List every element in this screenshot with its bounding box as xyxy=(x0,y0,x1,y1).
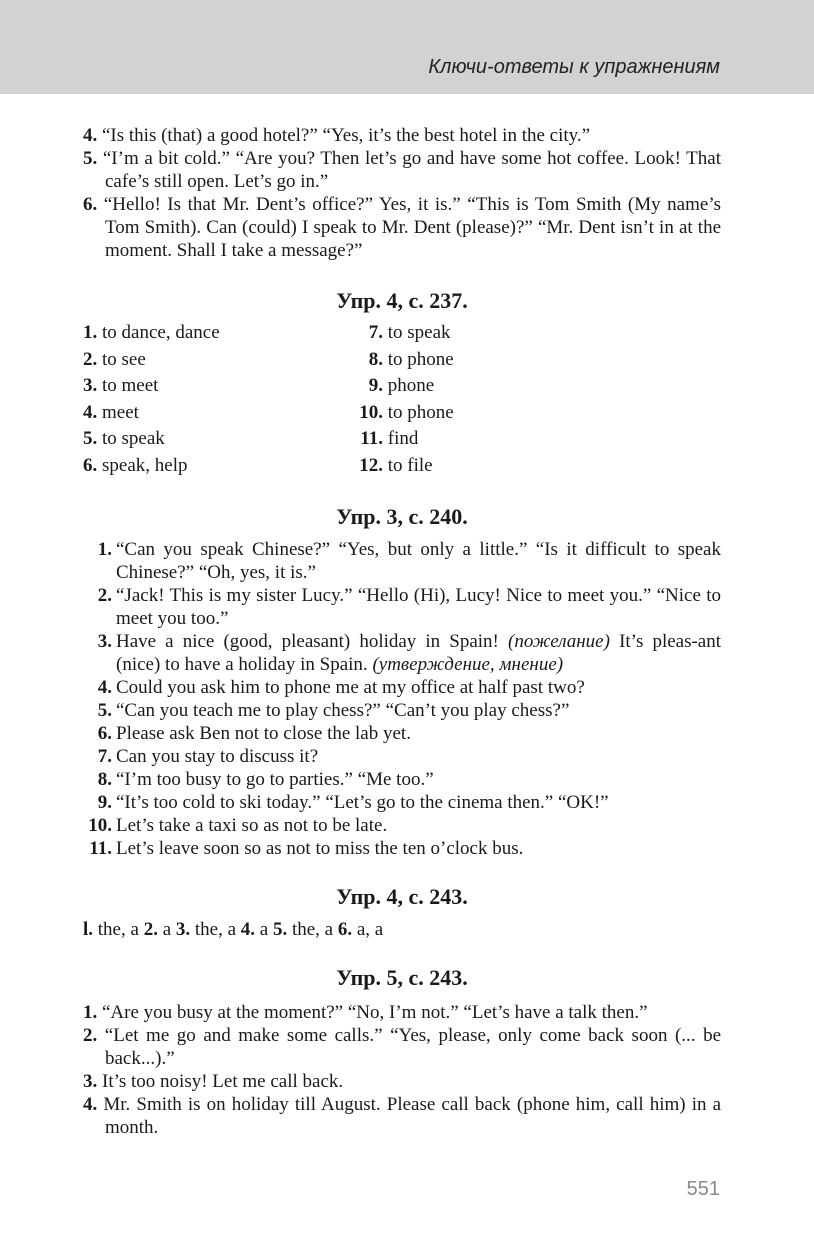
section-heading: Упр. 4, с. 237. xyxy=(336,288,468,313)
top-block xyxy=(83,124,721,262)
page-content xyxy=(83,124,721,1139)
page-header xyxy=(0,0,814,94)
list-item: 5. “I’m a bit cold.” “Are you? Then let’s go and have some hot coffee. Look! That cafe’s still open. Let’s go in.” xyxy=(83,148,721,192)
list-item: 2. “Let me go and make some calls.” “Yes, please, only come back soon (... be back...).” xyxy=(83,1024,721,1069)
list-item: 2. to see xyxy=(83,348,146,370)
list-item: 10. Let’s take a taxi so as not to be late. xyxy=(88,814,388,836)
list-item: 1. “Are you busy at the moment?” “No, I’m not.” “Let’s have a talk then.” xyxy=(83,1001,648,1023)
section-heading: Упр. 5, с. 243. xyxy=(336,964,468,990)
list-item: 6. speak, help xyxy=(83,454,188,476)
section-heading: Упр. 4, с. 243. xyxy=(336,883,468,909)
list-item: 1. “Can you speak Chinese?” “Yes, but only a little.” “Is it difficult to speak Chinese?” “Oh, yes, it is.” xyxy=(97,538,721,583)
list-item: 12. to file xyxy=(359,454,433,476)
list-item: 7. to speak xyxy=(368,322,451,343)
list-item: 3. to meet xyxy=(83,375,159,397)
list-item: 5. “Can you teach me to play chess?” “Can’t you play chess?” xyxy=(97,699,570,721)
list-item: 11. Let’s leave soon so as not to miss the ten o’clock bus. xyxy=(89,837,524,859)
answer-list xyxy=(83,1001,721,1139)
list-item: 9. “It’s too cold to ski today.” “Let’s go to the cinema then.” “OK!” xyxy=(97,791,609,813)
list-item: 9. phone xyxy=(368,375,435,397)
section-heading: Упр. 3, с. 240. xyxy=(336,503,468,529)
list-item: 4. Mr. Smith is on holiday till August. Please call back (phone him, call him) in a month. xyxy=(83,1093,722,1138)
list-item: 10. to phone xyxy=(359,401,454,423)
list-item: 3. Have a nice (good, pleasant) holiday in Spain! (пожелание) It’s pleas-ant (nice) to have a holiday in Spain. (утверждение, мнение) xyxy=(97,630,722,675)
answer-list xyxy=(83,538,721,860)
list-item: 3. It’s too noisy! Let me call back. xyxy=(83,1070,344,1092)
list-item: 4. Could you ask him to phone me at my office at half past two? xyxy=(97,676,585,698)
list-item: 8. to phone xyxy=(368,348,454,370)
list-item: 5. to speak xyxy=(83,428,165,450)
list-item: 8. “I’m too busy to go to parties.” “Me too.” xyxy=(97,768,434,790)
list-item: 6. “Hello! Is that Mr. Dent’s office?” Yes, it is.” “This is Tom Smith (My name’s Tom Smith). Can (could) I speak to Mr. Dent (please)?” “Mr. Dent isn’t in at the moment. Shall I take a message?” xyxy=(83,194,722,261)
list-item: 4. “Is this (that) a good hotel?” “Yes, it’s the best hotel in the city.” xyxy=(83,125,591,146)
header-title: Ключи-ответы к упражнениям xyxy=(428,56,720,78)
list-item: 7. Can you stay to discuss it? xyxy=(97,745,319,767)
list-item: 11. find xyxy=(360,428,419,450)
inline-answers: l. the, a 2. a 3. the, a 4. a 5. the, a 6. a, a xyxy=(83,918,384,940)
answer-grid xyxy=(83,320,721,480)
list-item: 6. Please ask Ben not to close the lab yet. xyxy=(97,722,411,744)
list-item: 1. to dance, dance xyxy=(83,322,220,343)
page-number: 551 xyxy=(686,1178,720,1200)
list-item: 4. meet xyxy=(83,401,139,423)
list-item: 2. “Jack! This is my sister Lucy.” “Hello (Hi), Lucy! Nice to meet you.” “Nice to meet you too.” xyxy=(97,584,721,629)
